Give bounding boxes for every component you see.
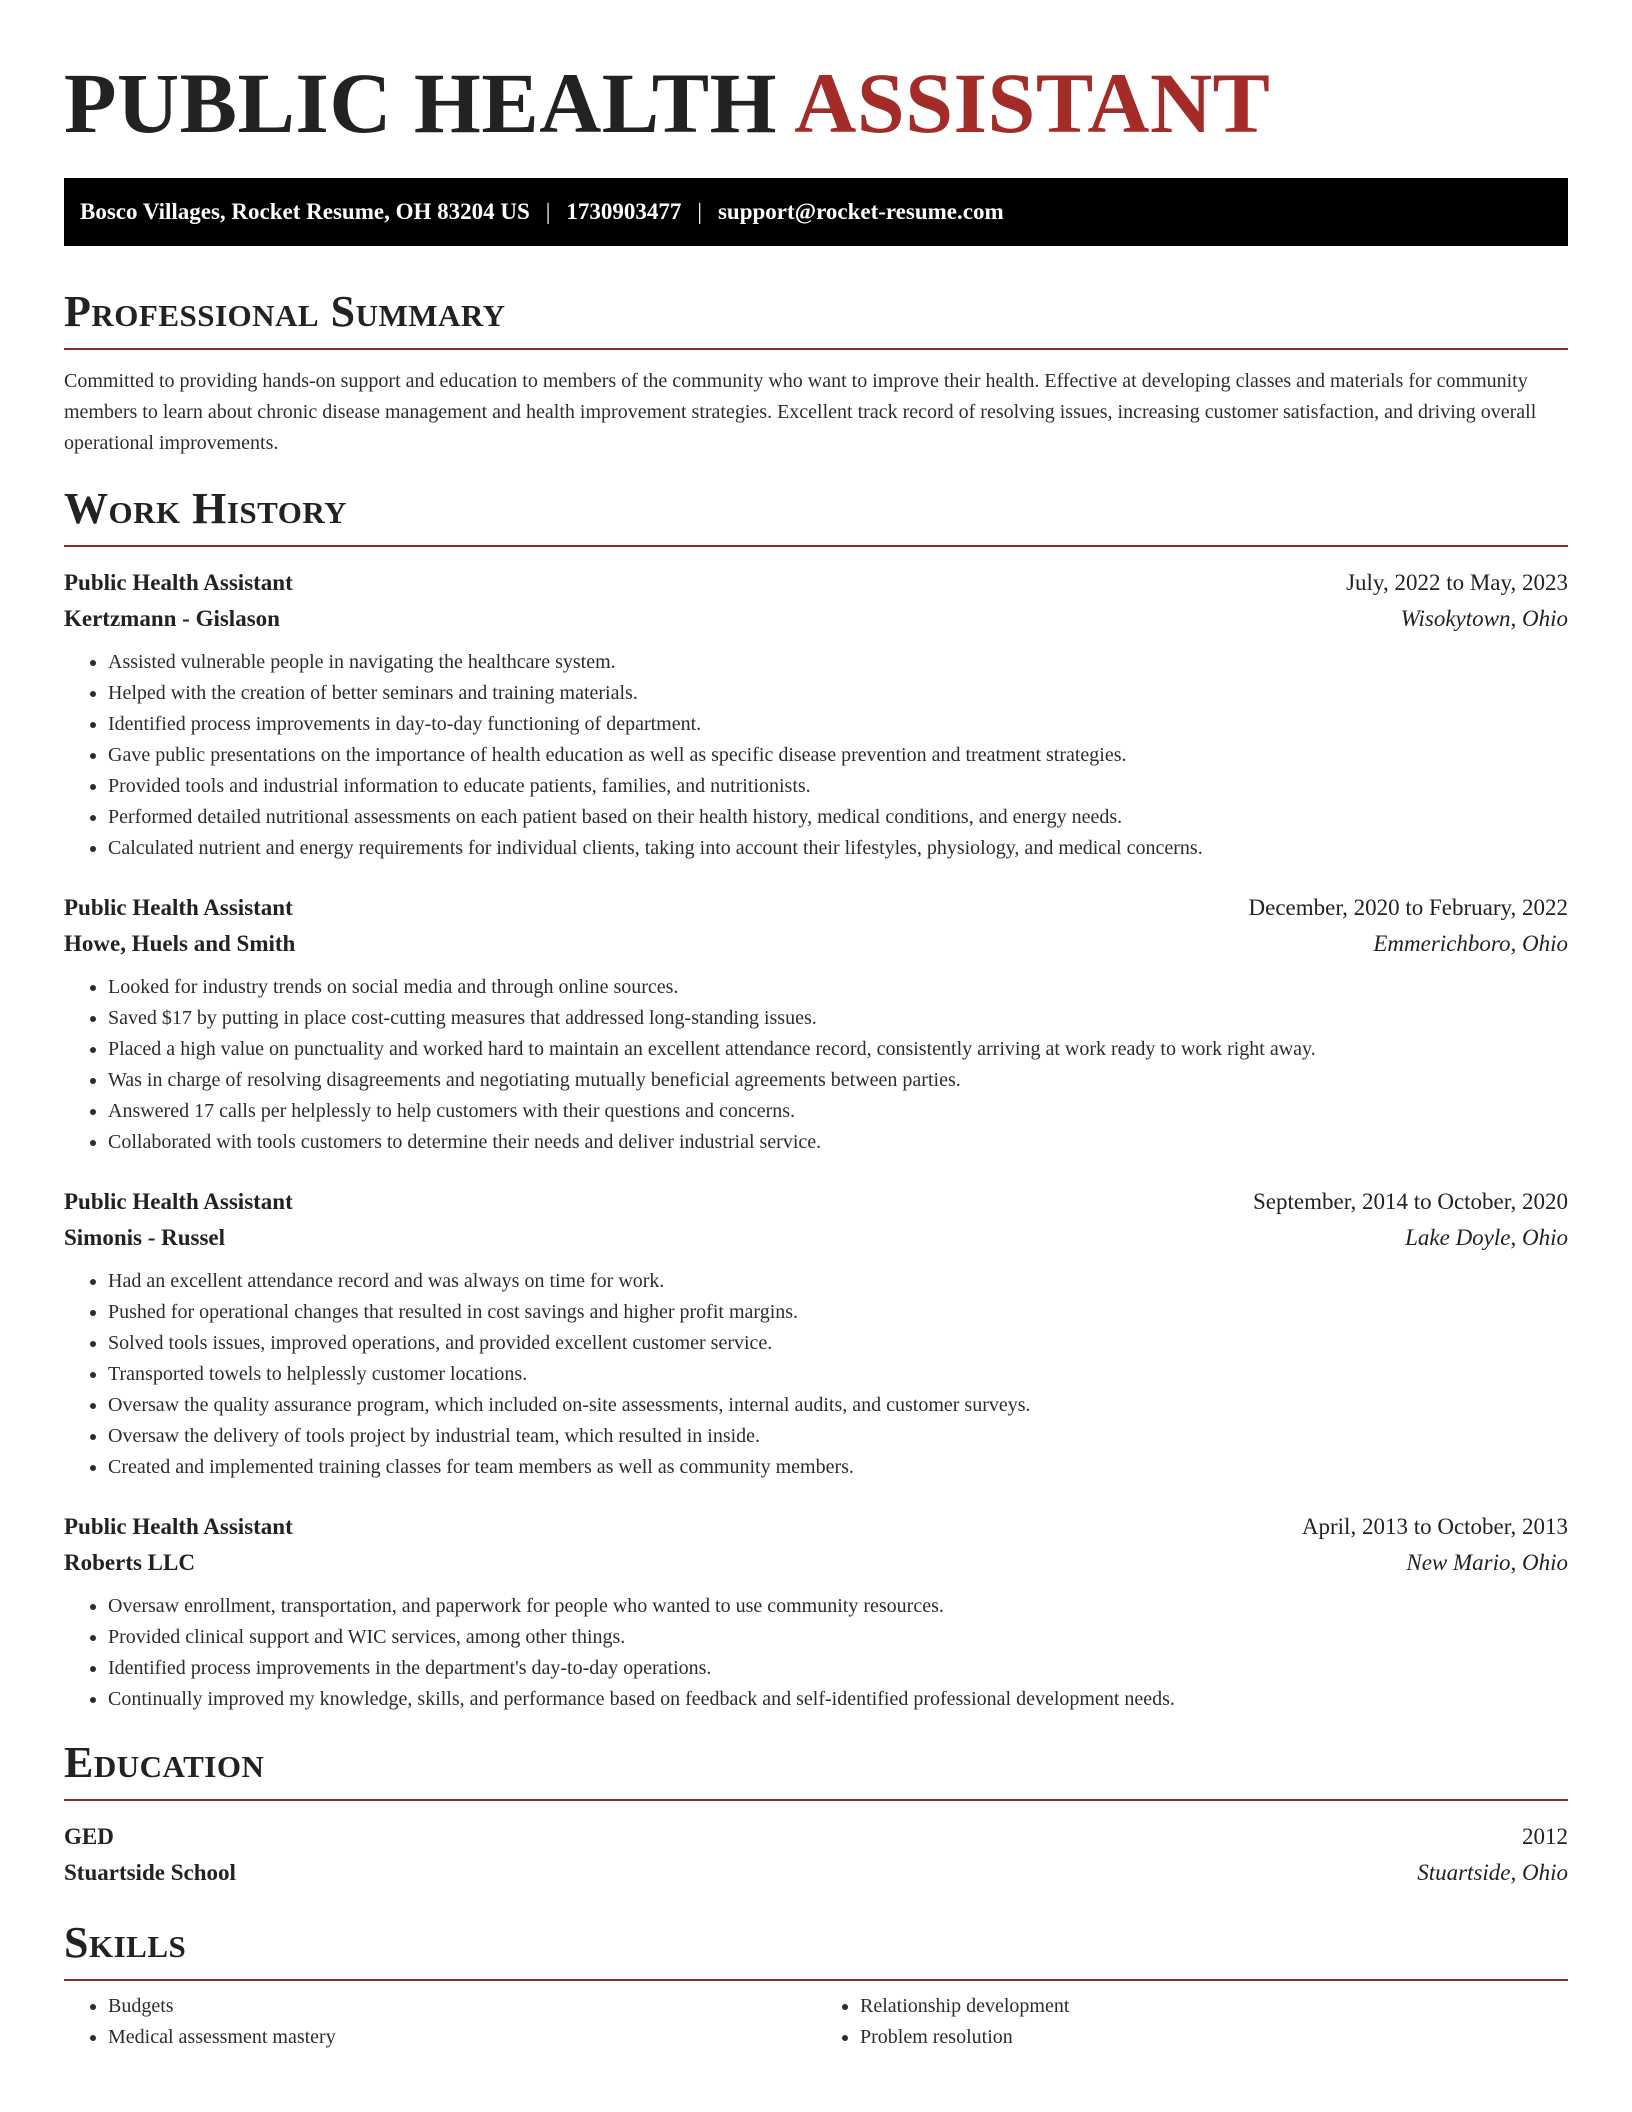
education-subheader bbox=[64, 1855, 1568, 1891]
contact-separator: | bbox=[697, 199, 702, 224]
job-bullets bbox=[64, 647, 1568, 864]
job-bullet: • Provided tools and industrial information to educate patients, families, and nutritionists. bbox=[108, 771, 1568, 802]
job-company: Roberts LLC bbox=[64, 1550, 195, 1575]
section-divider bbox=[64, 348, 1568, 350]
job-role: Public Health Assistant bbox=[64, 570, 293, 595]
section-divider bbox=[64, 1799, 1568, 1801]
job-bullet: • Looked for industry trends on social media and through online sources. bbox=[108, 972, 1568, 1003]
skills-section bbox=[64, 1917, 1568, 2053]
job-bullets bbox=[64, 972, 1568, 1158]
job-bullet: • Had an excellent attendance record and was always on time for work. bbox=[108, 1266, 1568, 1297]
skills-column-right bbox=[816, 1991, 1568, 2053]
education-school: Stuartside School bbox=[64, 1860, 236, 1885]
skill-item: • Relationship development bbox=[860, 1991, 1568, 2022]
job-role: Public Health Assistant bbox=[64, 1189, 293, 1214]
education-year: 2012 bbox=[1522, 1824, 1568, 1849]
job-bullet: • Identified process improvements in day-to-day functioning of department. bbox=[108, 709, 1568, 740]
contact-address: Bosco Villages, Rocket Resume, OH 83204 US bbox=[80, 199, 530, 224]
job-dates: December, 2020 to February, 2022 bbox=[1248, 895, 1568, 920]
job-company: Kertzmann - Gislason bbox=[64, 606, 280, 631]
job-bullet: • Answered 17 calls per helplessly to help customers with their questions and concerns. bbox=[108, 1096, 1568, 1127]
education-location: Stuartside, Ohio bbox=[1417, 1860, 1568, 1885]
skill-item: • Budgets bbox=[108, 1991, 816, 2022]
job-subheader bbox=[64, 601, 1568, 637]
job-bullet: • Saved $17 by putting in place cost-cutting measures that addressed long-standing issues. bbox=[108, 1003, 1568, 1034]
job-company: Howe, Huels and Smith bbox=[64, 931, 296, 956]
job-bullet: • Oversaw the delivery of tools project by industrial team, which resulted in inside. bbox=[108, 1421, 1568, 1452]
contact-separator: | bbox=[545, 199, 551, 224]
job-bullet: • Helped with the creation of better seminars and training materials. bbox=[108, 678, 1568, 709]
contact-email: support@rocket-resume.com bbox=[717, 199, 1004, 224]
job-bullet: • Oversaw the quality assurance program, which included on-site assessments, internal audits, and customer surveys. bbox=[108, 1390, 1568, 1421]
job-bullet: • Pushed for operational changes that resulted in cost savings and higher profit margins. bbox=[108, 1297, 1568, 1328]
job-location: Lake Doyle, Ohio bbox=[1405, 1225, 1568, 1250]
education-section bbox=[64, 1737, 1568, 1891]
job-location: Wisokytown, Ohio bbox=[1400, 606, 1568, 631]
job-role: Public Health Assistant bbox=[64, 895, 293, 920]
summary-text: Committed to providing hands-on support and education to members of the community who want to improve their health. Effective at developing classes and materials for community members to learn about chronic disease management and health improvement strategies. Excellent track record of resolving issues, increasing customer satisfaction, and driving overall operational improvements. bbox=[64, 370, 1537, 454]
job-bullet: • Assisted vulnerable people in navigating the healthcare system. bbox=[108, 647, 1568, 678]
name-last: ASSISTANT bbox=[794, 55, 1271, 151]
skill-item: • Medical assessment mastery bbox=[108, 2022, 816, 2053]
education-heading: Education bbox=[64, 1738, 265, 1787]
skills-list bbox=[816, 1991, 1568, 2053]
education-entry bbox=[64, 1819, 1568, 1891]
skills-list bbox=[64, 1991, 816, 2053]
section-divider bbox=[64, 545, 1568, 547]
job-bullet: • Was in charge of resolving disagreements and negotiating mutually beneficial agreements between parties. bbox=[108, 1065, 1568, 1096]
job-dates: July, 2022 to May, 2023 bbox=[1346, 570, 1568, 595]
job-bullets bbox=[64, 1591, 1568, 1715]
contact-phone: 1730903477 bbox=[566, 199, 682, 224]
job-entry bbox=[64, 890, 1568, 1158]
job-company: Simonis - Russel bbox=[64, 1225, 226, 1250]
job-bullet: • Placed a high value on punctuality and worked hard to maintain an excellent attendance record, consistently arriving at work ready to work right away. bbox=[108, 1034, 1568, 1065]
work-heading: Work History bbox=[64, 484, 348, 533]
job-bullet: • Gave public presentations on the importance of health education as well as specific disease prevention and treatment strategies. bbox=[108, 740, 1568, 771]
education-degree: GED bbox=[64, 1824, 114, 1849]
section-divider bbox=[64, 1979, 1568, 1981]
job-bullet: • Transported towels to helplessly customer locations. bbox=[108, 1359, 1568, 1390]
skills-column-left bbox=[64, 1991, 816, 2053]
job-header bbox=[64, 1184, 1568, 1220]
summary-section bbox=[64, 286, 1568, 459]
job-bullet: • Collaborated with tools customers to determine their needs and deliver industrial service. bbox=[108, 1127, 1568, 1158]
job-header bbox=[64, 1509, 1568, 1545]
job-subheader bbox=[64, 926, 1568, 962]
job-bullet: • Created and implemented training classes for team members as well as community members. bbox=[108, 1452, 1568, 1483]
work-section bbox=[64, 483, 1568, 1715]
job-bullet: • Performed detailed nutritional assessments on each patient based on their health history, medical conditions, and energy needs. bbox=[108, 802, 1568, 833]
contact-bar bbox=[64, 178, 1568, 246]
job-bullet: • Solved tools issues, improved operations, and provided excellent customer service. bbox=[108, 1328, 1568, 1359]
job-bullet: • Continually improved my knowledge, skills, and performance based on feedback and self-identified professional development needs. bbox=[108, 1684, 1568, 1715]
job-bullet: • Calculated nutrient and energy requirements for individual clients, taking into account their lifestyles, physiology, and medical concerns. bbox=[108, 833, 1568, 864]
job-location: New Mario, Ohio bbox=[1406, 1550, 1568, 1575]
job-bullet: • Identified process improvements in the department's day-to-day operations. bbox=[108, 1653, 1568, 1684]
job-header bbox=[64, 565, 1568, 601]
resume-name bbox=[64, 0, 1568, 151]
skills-heading: Skills bbox=[64, 1918, 187, 1967]
job-entry bbox=[64, 1184, 1568, 1483]
skill-item: • Problem resolution bbox=[860, 2022, 1568, 2053]
job-bullets bbox=[64, 1266, 1568, 1483]
job-bullet: • Provided clinical support and WIC services, among other things. bbox=[108, 1622, 1568, 1653]
education-header bbox=[64, 1819, 1568, 1855]
skills-columns bbox=[64, 1991, 1568, 2053]
job-subheader bbox=[64, 1545, 1568, 1581]
job-bullet: • Oversaw enrollment, transportation, and paperwork for people who wanted to use community resources. bbox=[108, 1591, 1568, 1622]
job-header bbox=[64, 890, 1568, 926]
summary-heading: Professional Summary bbox=[64, 287, 506, 336]
job-location: Emmerichboro, Ohio bbox=[1373, 931, 1568, 956]
job-subheader bbox=[64, 1220, 1568, 1256]
job-dates: April, 2013 to October, 2013 bbox=[1301, 1514, 1568, 1539]
job-entry bbox=[64, 565, 1568, 864]
name-first: PUBLIC HEALTH bbox=[64, 55, 778, 151]
job-role: Public Health Assistant bbox=[64, 1514, 293, 1539]
job-entry bbox=[64, 1509, 1568, 1715]
job-dates: September, 2014 to October, 2020 bbox=[1253, 1189, 1568, 1214]
